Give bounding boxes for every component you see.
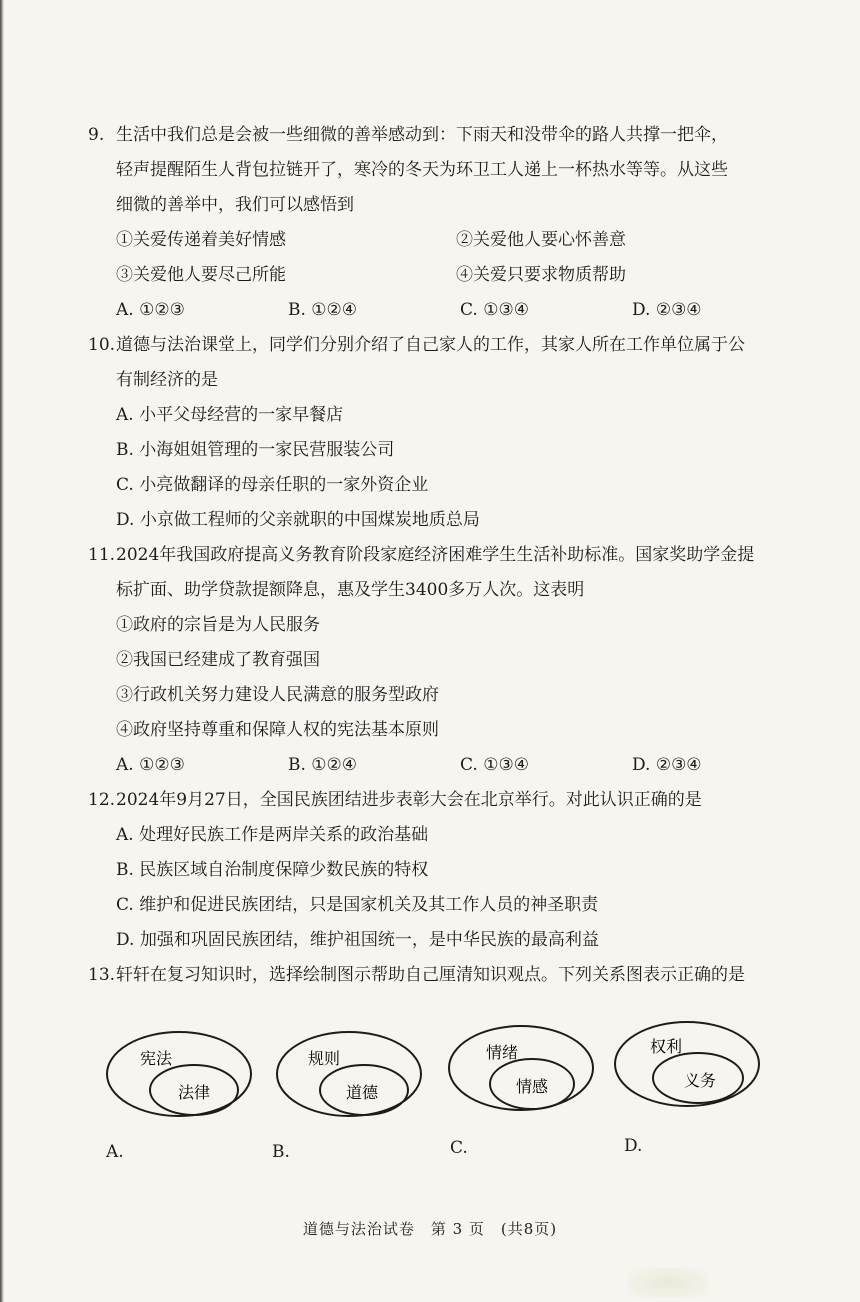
statement: ②关爱他人要心怀善意 bbox=[456, 230, 626, 250]
question-number: 10. bbox=[88, 335, 116, 355]
question-stem-line: 2024年我国政府提高义务教育阶段家庭经济困难学生生活补助标准。国家奖助学金提 bbox=[116, 545, 755, 565]
outer-label: 权利 bbox=[650, 1037, 683, 1056]
inner-label: 法律 bbox=[178, 1083, 211, 1102]
outer-ellipse bbox=[449, 1026, 593, 1110]
statement-row bbox=[88, 223, 808, 258]
outer-label: 宪法 bbox=[140, 1049, 173, 1068]
statement: ①关爱传递着美好情感 bbox=[116, 230, 286, 250]
question-stem-line: 轩轩在复习知识时，选择绘制图示帮助自己厘清知识观点。下列关系图表示正确的是 bbox=[116, 965, 745, 985]
question-number: 13. bbox=[88, 965, 116, 985]
q13-diagrams bbox=[104, 1030, 804, 1170]
question-number: 9. bbox=[88, 125, 105, 145]
option-b: B. 小海姐姐管理的一家民营服装公司 bbox=[116, 440, 395, 460]
option-c: C. 维护和促进民族团结，只是国家机关及其工作人员的神圣职责 bbox=[116, 895, 599, 915]
option-b: B. ①②④ bbox=[288, 755, 358, 775]
page-footer: 道德与法治试卷 第 3 页 (共8页) bbox=[302, 1220, 558, 1238]
question-stem-line: 细微的善举中，我们可以感悟到 bbox=[116, 195, 354, 215]
diagram-d bbox=[612, 1020, 762, 1114]
inner-label: 义务 bbox=[684, 1071, 717, 1090]
statement: ④关爱只要求物质帮助 bbox=[456, 265, 626, 285]
diagram-letter: B. bbox=[272, 1142, 290, 1162]
diagram-letter: D. bbox=[624, 1136, 643, 1156]
question-number: 12. bbox=[88, 790, 116, 810]
nested-ellipse-diagram bbox=[274, 1030, 424, 1120]
inner-label: 情感 bbox=[516, 1077, 549, 1096]
inner-label: 道德 bbox=[346, 1083, 379, 1102]
diagram-letter: A. bbox=[106, 1142, 124, 1162]
option-a: A. 处理好民族工作是两岸关系的政治基础 bbox=[116, 825, 429, 845]
outer-label: 情绪 bbox=[486, 1043, 519, 1062]
question-12 bbox=[88, 783, 808, 958]
nested-ellipse-diagram bbox=[104, 1030, 254, 1120]
question-stem-line: 生活中我们总是会被一些细微的善举感动到：下雨天和没带伞的路人共撑一把伞， bbox=[116, 125, 728, 145]
option-a: A. 小平父母经营的一家早餐店 bbox=[116, 405, 344, 425]
answer-options bbox=[88, 748, 808, 783]
nested-ellipse-diagram bbox=[612, 1020, 762, 1110]
statement-row bbox=[88, 258, 808, 293]
statement: ①政府的宗旨是为人民服务 bbox=[116, 615, 320, 635]
option-c: C. 小亮做翻译的母亲任职的一家外资企业 bbox=[116, 475, 429, 495]
question-11 bbox=[88, 538, 808, 783]
diagram-c bbox=[446, 1024, 596, 1118]
option-d: D. ②③④ bbox=[632, 300, 702, 320]
question-stem-line: 有制经济的是 bbox=[116, 370, 218, 390]
diagram-letter: C. bbox=[450, 1138, 468, 1158]
question-stem-line: 道德与法治课堂上，同学们分别介绍了自己家人的工作，其家人所在工作单位属于公 bbox=[116, 335, 745, 355]
diagram-b bbox=[274, 1030, 424, 1124]
option-c: C. ①③④ bbox=[460, 755, 529, 775]
question-stem-line: 标扩面、助学贷款提额降息，惠及学生3400多万人次。这表明 bbox=[116, 580, 585, 600]
diagram-a bbox=[104, 1030, 254, 1124]
option-a: A. ①②③ bbox=[116, 300, 185, 320]
question-stem-line: 2024年9月27日，全国民族团结进步表彰大会在北京举行。对此认识正确的是 bbox=[116, 790, 702, 810]
question-9 bbox=[88, 118, 808, 328]
option-b: B. ①②④ bbox=[288, 300, 358, 320]
question-13 bbox=[88, 958, 808, 993]
option-c: C. ①③④ bbox=[460, 300, 529, 320]
statement: ②我国已经建成了教育强国 bbox=[116, 650, 320, 670]
option-a: A. ①②③ bbox=[116, 755, 185, 775]
answer-options bbox=[88, 293, 808, 328]
nested-ellipse-diagram bbox=[446, 1024, 596, 1114]
question-stem-line: 轻声提醒陌生人背包拉链开了，寒冷的冬天为环卫工人递上一杯热水等等。从这些 bbox=[116, 160, 728, 180]
page-content bbox=[88, 118, 808, 993]
statement: ④政府坚持尊重和保障人权的宪法基本原则 bbox=[116, 720, 439, 740]
option-b: B. 民族区域自治制度保障少数民族的特权 bbox=[116, 860, 429, 880]
option-d: D. ②③④ bbox=[632, 755, 702, 775]
outer-label: 规则 bbox=[308, 1049, 341, 1068]
scan-smudge bbox=[628, 1268, 708, 1298]
question-number: 11. bbox=[88, 545, 116, 565]
question-10 bbox=[88, 328, 808, 538]
outer-ellipse bbox=[615, 1022, 759, 1106]
option-d: D. 加强和巩固民族团结，维护祖国统一，是中华民族的最高利益 bbox=[116, 930, 599, 950]
statement: ③行政机关努力建设人民满意的服务型政府 bbox=[116, 685, 439, 705]
statement: ③关爱他人要尽己所能 bbox=[116, 265, 286, 285]
page-edge-shadow bbox=[0, 0, 4, 1302]
option-d: D. 小京做工程师的父亲就职的中国煤炭地质总局 bbox=[116, 510, 480, 530]
